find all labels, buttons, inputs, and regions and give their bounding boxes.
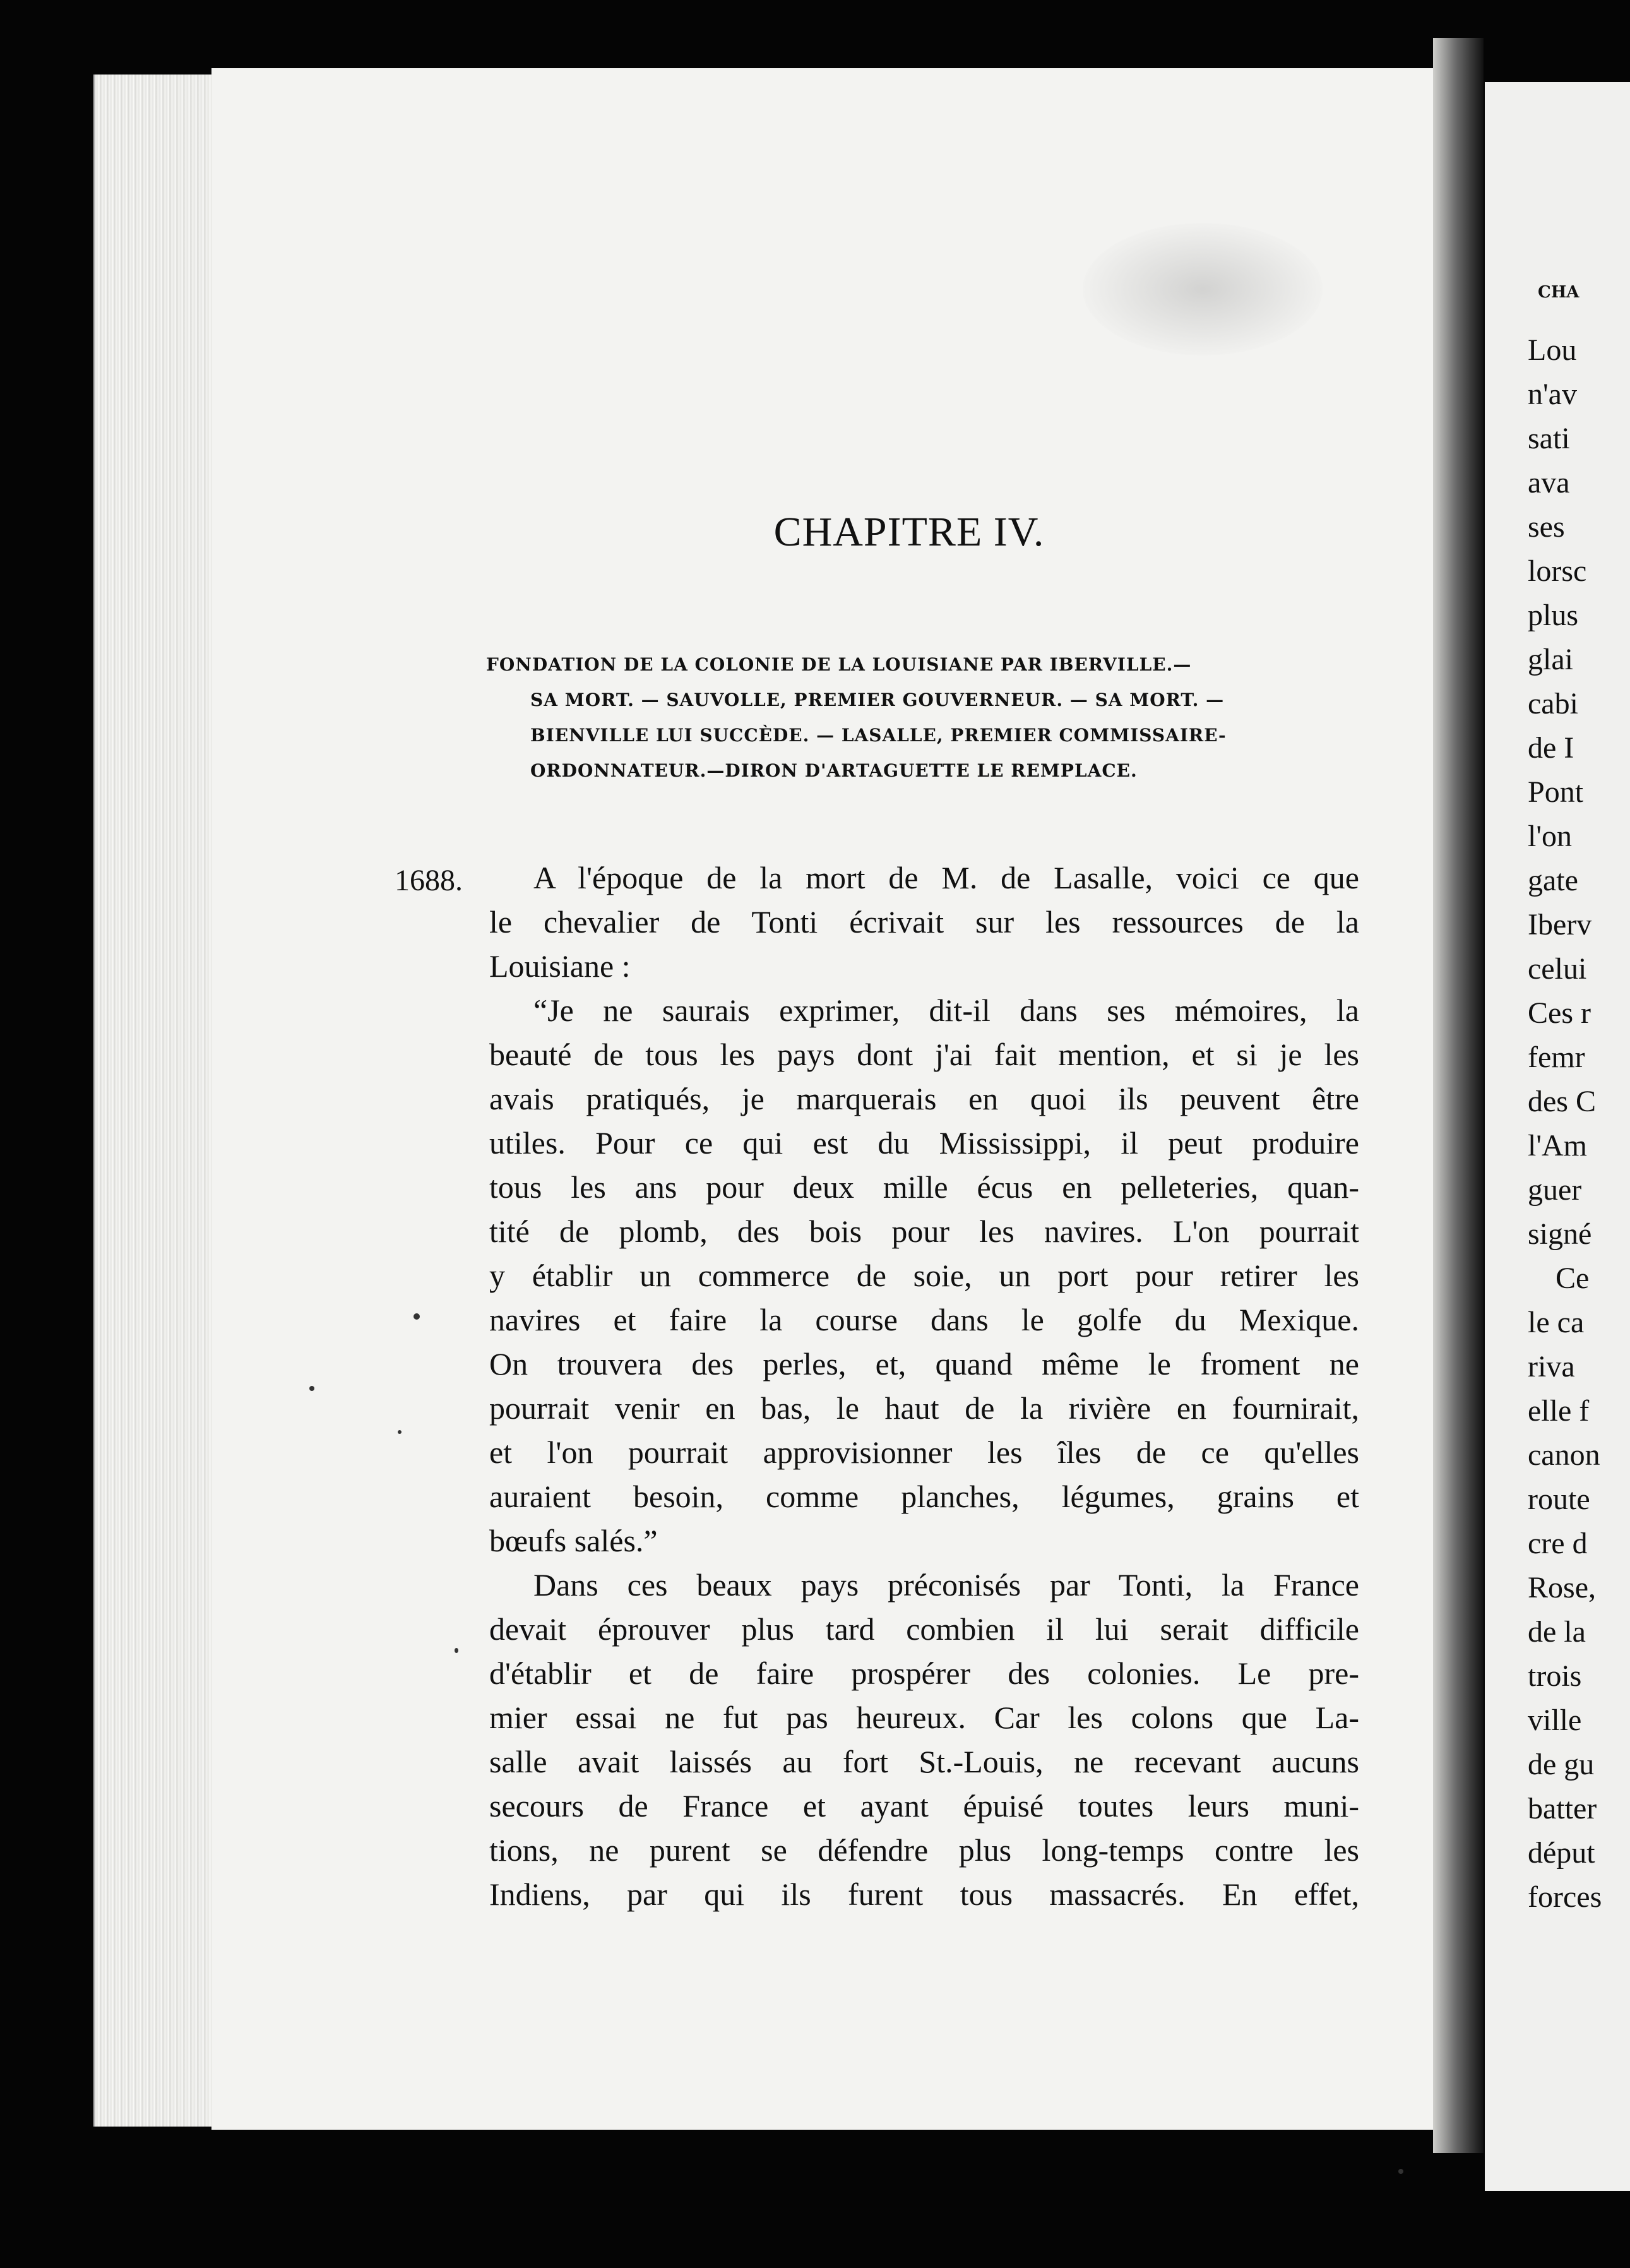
right-text-line: gate	[1528, 864, 1578, 897]
text-line: et l'on pourrait approvisionner les îles de ce qu'elles	[489, 1435, 1359, 1470]
scan-speck	[1398, 2169, 1403, 2174]
right-text-line: batter	[1528, 1792, 1597, 1825]
text-line: devait éprouver plus tard combien il lui serait difficile	[489, 1611, 1359, 1647]
right-text-line: signé	[1528, 1217, 1592, 1251]
right-text-line: n'av	[1528, 378, 1577, 411]
right-text-line: lorsc	[1528, 554, 1587, 588]
text-line: tions, ne purent se défendre plus long-temps contre les	[489, 1832, 1359, 1868]
right-text-line: Pont	[1528, 775, 1584, 809]
text-line: y établir un commerce de soie, un port pour retirer les	[489, 1258, 1359, 1293]
right-text-line: Ces r	[1528, 996, 1591, 1030]
text-line: On trouvera des perles, et, quand même le froment ne	[489, 1346, 1359, 1382]
chapter-summary	[486, 647, 1345, 789]
right-text-line: le ca	[1528, 1306, 1585, 1339]
right-text-line: Iberv	[1528, 908, 1592, 941]
right-text-line: cre d	[1528, 1527, 1588, 1560]
right-text-line: celui	[1528, 952, 1587, 986]
text-line: utiles. Pour ce qui est du Mississippi, il peut produire	[489, 1125, 1359, 1161]
text-line: Indiens, par qui ils furent tous massacrés. En effet,	[489, 1877, 1359, 1912]
scan-speck	[455, 1648, 458, 1653]
text-line: Louisiane :	[489, 948, 631, 984]
chapter-title: CHAPITRE IV.	[773, 509, 1045, 555]
text-line: tous les ans pour deux mille écus en pelleteries, quan-	[489, 1169, 1359, 1205]
right-text-line: trois	[1528, 1659, 1582, 1693]
text-line: “Je ne saurais exprimer, dit-il dans ses mémoires, la	[533, 993, 1359, 1028]
right-page-text	[1528, 328, 1630, 1919]
text-line: mier essai ne fut pas heureux. Car les colons que La-	[489, 1700, 1359, 1735]
text-line: le chevalier de Tonti écrivait sur les ressources de la	[489, 904, 1359, 940]
right-text-line: femr	[1528, 1041, 1585, 1074]
right-text-line: de la	[1528, 1615, 1586, 1649]
right-text-line: Rose,	[1528, 1571, 1596, 1604]
right-text-line: l'on	[1528, 820, 1572, 853]
right-text-line: riva	[1528, 1350, 1575, 1383]
scan-speck	[413, 1313, 420, 1320]
text-line: Dans ces beaux pays préconisés par Tonti, la France	[533, 1567, 1359, 1603]
right-text-line: Ce	[1556, 1262, 1590, 1295]
right-page-header: CHA	[1538, 283, 1579, 302]
book-gutter	[1433, 38, 1484, 2153]
summary-line: SA MORT. — SAUVOLLE, PREMIER GOUVERNEUR. — SA MORT. —	[530, 689, 1225, 710]
text-line: d'établir et de faire prospérer des colonies. Le pre-	[489, 1656, 1359, 1691]
right-text-line: de gu	[1528, 1748, 1595, 1781]
right-text-line: ava	[1528, 466, 1570, 499]
right-text-line: sati	[1528, 422, 1570, 455]
text-line: A l'époque de la mort de M. de Lasalle, voici ce que	[533, 860, 1359, 895]
right-text-line: cabi	[1528, 687, 1578, 720]
summary-line: BIENVILLE LUI SUCCÈDE. — LASALLE, PREMIER COMMISSAIRE-	[530, 725, 1227, 746]
right-text-line: l'Am	[1528, 1129, 1587, 1162]
text-line: secours de France et ayant épuisé toutes leurs muni-	[489, 1788, 1359, 1823]
margin-year: 1688.	[395, 864, 463, 897]
body-text	[489, 856, 1359, 1916]
text-line: pourrait venir en bas, le haut de la rivière en fournirait,	[489, 1390, 1359, 1426]
right-text-line: déput	[1528, 1836, 1595, 1870]
scan-speck	[309, 1386, 314, 1391]
right-text-line: Lou	[1528, 333, 1577, 367]
text-line: beauté de tous les pays dont j'ai fait mention, et si je les	[489, 1037, 1359, 1072]
scan-speck	[398, 1430, 402, 1434]
page-stain	[1083, 223, 1323, 355]
text-line: navires et faire la course dans le golfe du Mexique.	[489, 1302, 1359, 1337]
right-text-line: des C	[1528, 1085, 1596, 1118]
right-text-line: route	[1528, 1483, 1590, 1516]
text-line: tité de plomb, des bois pour les navires. L'on pourrait	[489, 1214, 1359, 1249]
right-text-line: guer	[1528, 1173, 1582, 1207]
right-text-line: canon	[1528, 1438, 1600, 1472]
right-text-line: forces	[1528, 1880, 1602, 1914]
right-text-line: de I	[1528, 731, 1574, 765]
right-text-line: ses	[1528, 510, 1565, 544]
text-line: bœufs salés.”	[489, 1523, 658, 1558]
text-line: avais pratiqués, je marquerais en quoi ils peuvent être	[489, 1081, 1359, 1116]
text-line: salle avait laissés au fort St.-Louis, ne recevant aucuns	[489, 1744, 1359, 1779]
text-line: auraient besoin, comme planches, légumes, grains et	[489, 1479, 1359, 1514]
right-text-line: plus	[1528, 599, 1579, 632]
summary-line: FONDATION DE LA COLONIE DE LA LOUISIANE PAR IBERVILLE.—	[486, 654, 1192, 675]
right-text-line: glai	[1528, 643, 1573, 676]
summary-line: ORDONNATEUR.—DIRON D'ARTAGUETTE LE REMPLACE.	[530, 760, 1138, 781]
right-text-line: ville	[1528, 1704, 1582, 1737]
right-text-line: elle f	[1528, 1394, 1590, 1428]
